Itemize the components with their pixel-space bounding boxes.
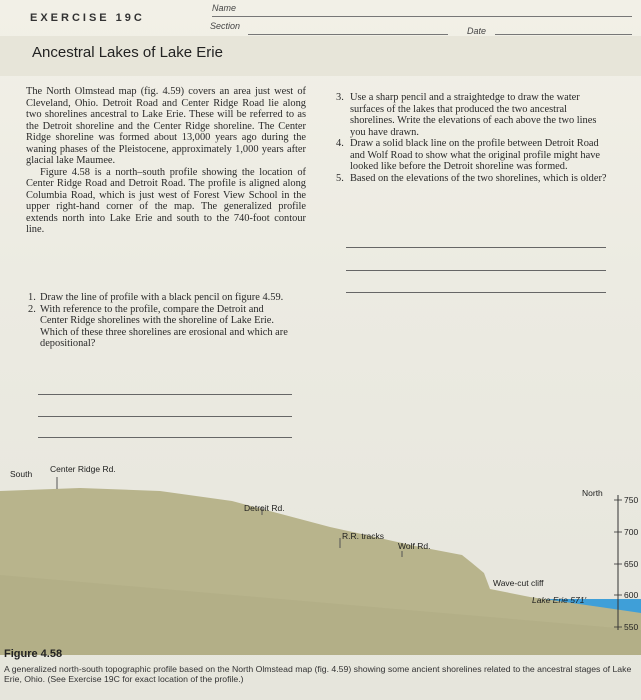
answer-line-q2-3[interactable] — [38, 437, 292, 438]
figure-title: Figure 4.58 — [4, 648, 63, 660]
answer-line-q5-2[interactable] — [346, 270, 606, 271]
answer-line-q5-3[interactable] — [346, 292, 606, 293]
scale-label-700: 700 — [624, 527, 639, 537]
scale-label-750: 750 — [624, 495, 639, 505]
rr-tracks-label: R.R. tracks — [342, 531, 385, 541]
name-field-line[interactable] — [212, 16, 632, 17]
south-label: South — [10, 469, 33, 479]
questions-left — [28, 292, 290, 350]
question-3 — [336, 92, 608, 138]
scale-label-600: 600 — [624, 590, 639, 600]
question-text: With reference to the profile, compare the Detroit and Center Ridge shorelines with the shoreline of Lake Erie. Which of these three shorelines are erosional and which are depositional? — [40, 303, 288, 349]
question-number: 4. — [336, 138, 344, 149]
profile-graphic — [0, 455, 641, 655]
question-1 — [28, 292, 290, 304]
question-4 — [336, 138, 608, 173]
question-text: Based on the elevations of the two shorelines, which is older? — [350, 172, 607, 184]
date-label: Date — [467, 26, 487, 36]
questions-right — [336, 92, 608, 184]
question-text: Use a sharp pencil and a straightedge to draw the water surfaces of the lakes that produced the two ancestral shorelines. Write the elevations of each above the two lines you have drawn. — [350, 92, 597, 138]
section-label: Section — [210, 21, 241, 31]
name-label: Name — [212, 3, 237, 13]
date-field-line[interactable] — [495, 34, 632, 35]
answer-line-q2-2[interactable] — [38, 416, 292, 417]
wolf-label: Wolf Rd. — [398, 541, 431, 551]
topographic-profile — [0, 455, 641, 655]
north-label: North — [582, 488, 603, 498]
wave-cut-cliff-label: Wave-cut cliff — [493, 578, 544, 588]
scale-label-550: 550 — [624, 622, 639, 632]
lake-erie-label: Lake Erie 571' — [532, 595, 587, 605]
page-title: Ancestral Lakes of Lake Erie — [32, 44, 223, 61]
center-ridge-label: Center Ridge Rd. — [50, 464, 116, 474]
answer-line-q5-1[interactable] — [346, 247, 606, 248]
question-number: 3. — [336, 92, 344, 103]
question-5 — [336, 173, 608, 185]
intro-text — [26, 86, 306, 236]
scale-label-650: 650 — [624, 559, 639, 569]
question-number: 1. — [28, 292, 36, 303]
section-field-line[interactable] — [248, 34, 448, 35]
detroit-label: Detroit Rd. — [244, 503, 285, 513]
intro-paragraph-2: Figure 4.58 is a north–south profile showing the location of Center Ridge Road and Detroit Road. The profile is aligned along Columbia Road, which is just west of Forest View School in the upper right-hand corner of the map. The generalized profile extends north into Lake Erie and south to the 740-foot contour line. — [26, 166, 306, 235]
figure-caption: A generalized north-south topographic profile based on the North Olmstead map (fig. 4.59) showing some ancient shorelines related to the ancestral stages of Lake Erie, Ohio. (See Exercise 19C for exact location of the profile.) — [4, 664, 632, 684]
question-text: Draw a solid black line on the profile between Detroit Road and Wolf Road to show what the original profile might have looked like before the Detroit shoreline was formed. — [350, 138, 601, 172]
question-number: 2. — [28, 303, 36, 315]
intro-paragraph-1: The North Olmstead map (fig. 4.59) covers an area just west of Cleveland, Ohio. Detroit Road and Center Ridge Road lie along two shorelines ancestral to Lake Erie. These will be referred to as the Detroit shoreline and the Center Ridge shoreline. The Center Ridge shoreline was formed about 13,000 years ago during the waning phases of the Pleistocene, approximately 1,000 years after glacial lake Maumee. — [26, 86, 306, 166]
question-text: Draw the line of profile with a black pencil on figure 4.59. — [40, 292, 284, 303]
answer-line-q2-1[interactable] — [38, 394, 292, 395]
exercise-label: EXERCISE 19C — [30, 12, 145, 24]
question-2 — [28, 304, 290, 350]
question-number: 5. — [336, 172, 344, 184]
